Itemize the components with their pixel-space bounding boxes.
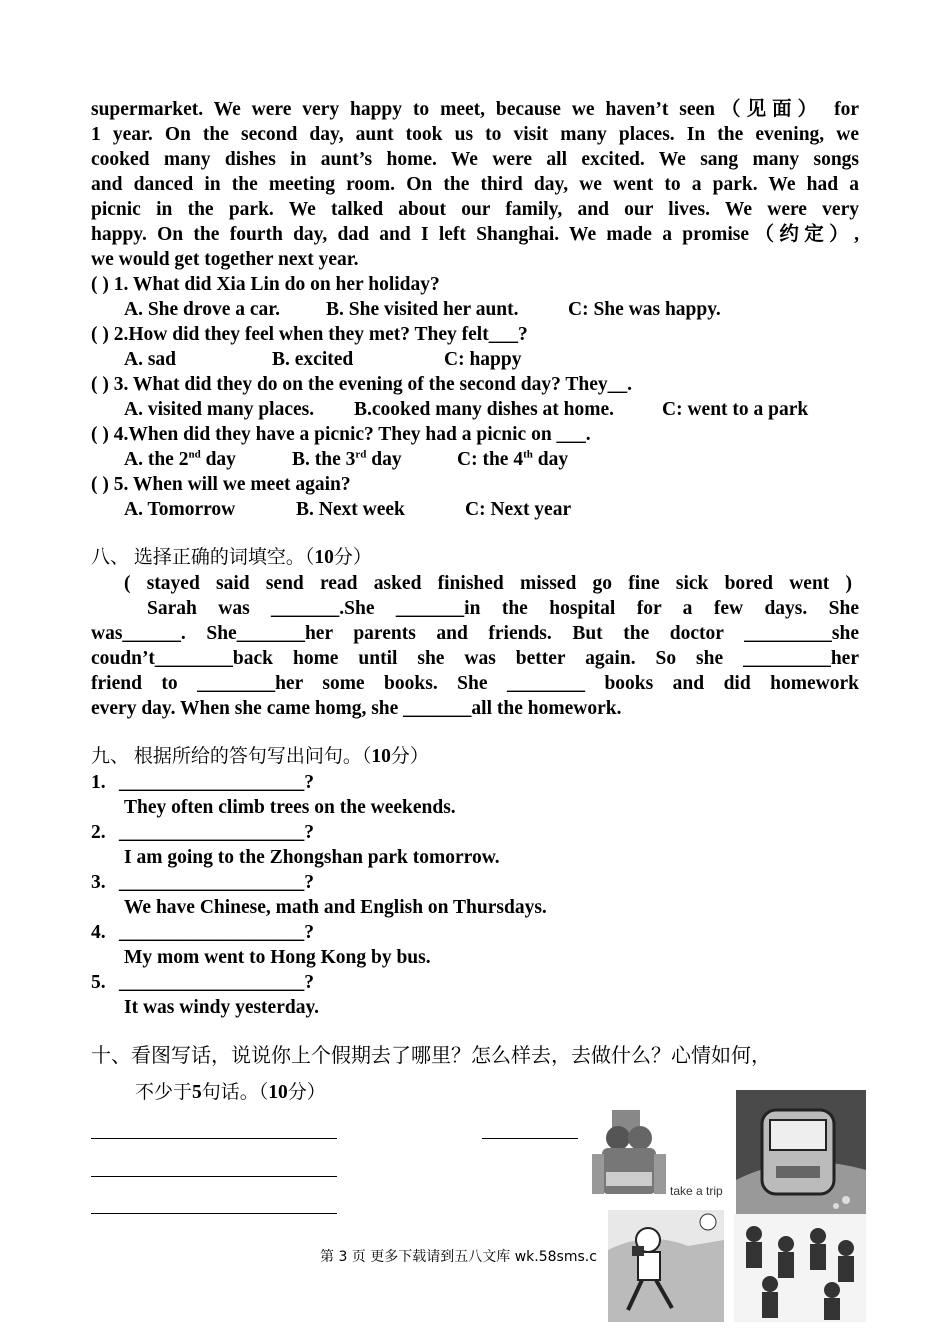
dancers-illustration [734,1214,866,1322]
question-5: ( ) 5. When will we meet again? [91,474,351,495]
option-b: B. Next week [296,499,405,520]
writing-line [91,1138,337,1139]
question-4: ( ) 4.When did they have a picnic? They had a picnic on ___. [91,424,591,445]
writing-line [91,1176,337,1177]
writing-line [91,1213,337,1214]
writing-line [482,1138,578,1139]
photographer-illustration [608,1210,724,1322]
option-a: A. Tomorrow [124,499,236,520]
section-8-title: 八、 选择正确的词填空。（10分） [91,546,372,568]
option-c: C: She was happy. [568,299,721,320]
question-blank: ___________________? [119,972,314,993]
train-illustration [736,1090,866,1214]
section-10-title-2: 不少于5句话。（10分） [135,1081,326,1103]
page-footer: 第 3 页 更多下载请到五八文库 wk.58sms.c [320,1249,597,1265]
question-blank: ___________________? [119,872,314,893]
option-a: A. She drove a car. [124,299,280,320]
passage-line: happy. On the fourth day, dad and I left Shanghai. We made a promise（约定）, [91,224,859,245]
image-caption: take a trip [670,1184,723,1198]
option-b: B. She visited her aunt. [326,299,519,320]
question-1: ( ) 1. What did Xia Lin do on her holiday? [91,274,440,295]
word-bank: ( stayed said send read asked finished missed go fine sick bored went ) [124,573,852,594]
option-b: B. excited [272,349,354,370]
cloze-line: was______. She_______her parents and friends. But the doctor _________she [91,623,859,644]
cloze-line: friend to ________her some books. She ________ books and did homework [91,673,859,694]
option-a: A. visited many places. [124,399,315,420]
cloze-line: every day. When she came homg, she _______all the homework. [91,698,622,719]
passage-line: cooked many dishes in aunt’s home. We were all excited. We sang many songs [91,149,859,170]
option-c: C: went to a park [662,399,809,420]
given-answer: My mom went to Hong Kong by bus. [124,947,431,968]
cloze-line: coudn’t________back home until she was better again. So she _________her [91,648,859,669]
option-a: A. sad [124,349,177,370]
option-b: B.cooked many dishes at home. [354,399,615,420]
option-c: C: Next year [465,499,572,520]
passage-line: picnic in the park. We talked about our family, and our lives. We were very [91,199,859,220]
question-blank: ___________________? [119,822,314,843]
option-b: B. the 3rd day [292,448,402,470]
option-c: C: happy [444,349,522,370]
item-number: 2. [91,822,106,843]
question-blank: ___________________? [119,922,314,943]
section-9-title: 九、 根据所给的答句写出问句。（10分） [91,745,429,767]
question-blank: ___________________? [119,772,314,793]
item-number: 5. [91,972,106,993]
item-number: 4. [91,922,106,943]
given-answer: It was windy yesterday. [124,997,320,1018]
question-2: ( ) 2.How did they feel when they met? They felt___? [91,324,528,345]
passage-line: we would get together next year. [91,249,359,270]
given-answer: They often climb trees on the weekends. [124,797,456,818]
option-c: C: the 4th day [457,448,569,470]
item-number: 1. [91,772,106,793]
passage-line: 1 year. On the second day, aunt took us to visit many places. In the evening, we [91,124,859,145]
passage-line: and danced in the meeting room. On the third day, we went to a park. We had a [91,174,859,195]
given-answer: We have Chinese, math and English on Thursdays. [124,897,547,918]
trip-photo-illustration [584,1088,724,1204]
option-a: A. the 2nd day [124,448,236,470]
cloze-line: Sarah was _______.She _______in the hospital for a few days. She [147,598,859,619]
section-10-title: 十、看图写话，说说你上个假期去了哪里？怎么样去，去做什么？心情如何， [91,1043,771,1067]
question-3: ( ) 3. What did they do on the evening of the second day? They__. [91,374,633,395]
item-number: 3. [91,872,106,893]
given-answer: I am going to the Zhongshan park tomorrow. [124,847,500,868]
passage-line: supermarket. We were very happy to meet, because we haven’t seen（见面） for [91,99,859,120]
